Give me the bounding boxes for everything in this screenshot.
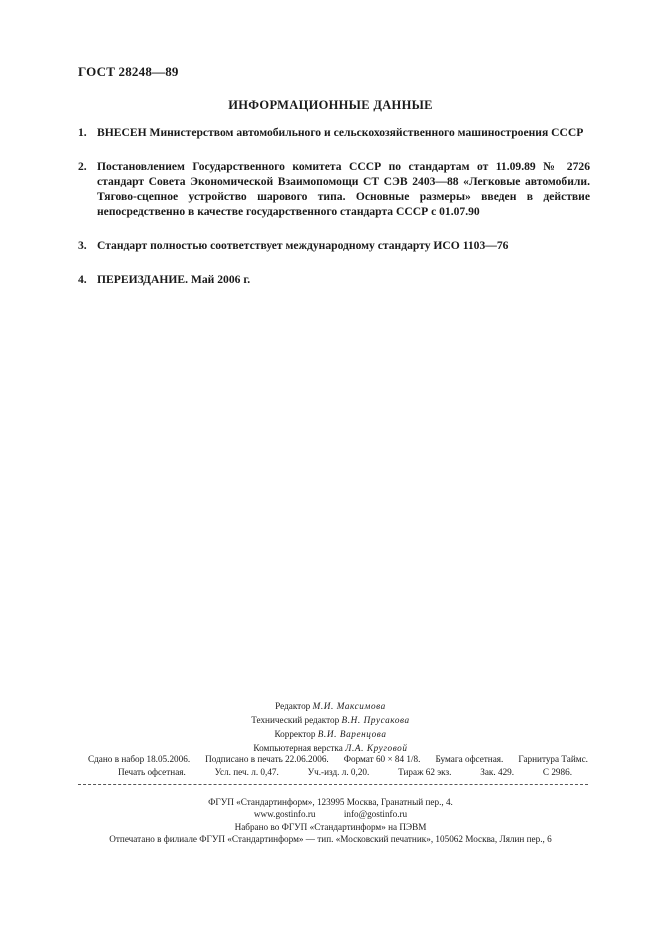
info-item-number: 1.	[78, 126, 87, 139]
info-item-1	[78, 125, 590, 140]
imprint-field: Гарнитура Таймс.	[518, 754, 588, 764]
credit-role: Технический редактор	[251, 715, 340, 725]
credit-role: Редактор	[275, 701, 311, 711]
imprint-field: Сдано в набор 18.05.2006.	[88, 754, 191, 764]
standard-code: ГОСТ 28248—89	[78, 64, 179, 79]
imprint-block	[88, 753, 588, 778]
imprint-field: Формат 60 × 84 1/8.	[343, 754, 421, 764]
publisher-contacts	[0, 808, 661, 820]
info-item-3	[78, 238, 590, 253]
publisher-website: www.gostinfo.ru	[253, 809, 316, 820]
imprint-row-1	[88, 753, 588, 766]
publisher-printed: Отпечатано в филиале ФГУП «Стандартинформ» — тип. «Московский печатник», 105062 Москва, Лялин пер., 6	[109, 833, 552, 844]
info-item-number: 4.	[78, 273, 87, 286]
imprint-field: Бумага офсетная.	[435, 754, 504, 764]
info-item-text: ПЕРЕИЗДАНИЕ. Май 2006 г.	[97, 273, 251, 286]
divider-line	[78, 784, 588, 785]
imprint-field: Печать офсетная.	[118, 766, 186, 777]
credit-person: М.И. Максимова	[312, 701, 386, 711]
credit-line-proofreader	[0, 727, 661, 741]
publisher-typeset: Набрано во ФГУП «Стандартинформ» на ПЭВМ	[234, 821, 427, 832]
section-title: ИНФОРМАЦИОННЫЕ ДАННЫЕ	[228, 98, 433, 112]
publisher-email: info@gostinfo.ru	[343, 809, 408, 820]
credit-role: Корректор	[274, 729, 316, 739]
imprint-field: Тираж 62 экз.	[398, 766, 452, 777]
publisher-block	[0, 796, 661, 845]
credit-line-tech-editor	[0, 713, 661, 727]
info-item-text: Стандарт полностью соответствует международному стандарту ИСО 1103—76	[97, 239, 509, 252]
info-item-text: ВНЕСЕН Министерством автомобильного и сельскохозяйственного машиностроения СССР	[97, 126, 584, 139]
info-list	[78, 125, 590, 306]
credit-line-editor	[0, 699, 661, 713]
info-item-number: 3.	[78, 239, 87, 252]
credit-person: Л.А. Круговой	[345, 743, 408, 753]
imprint-field: Усл. печ. л. 0,47.	[214, 766, 279, 777]
imprint-field: Уч.-изд. л. 0,20.	[307, 766, 370, 777]
credit-person: В.Н. Прусакова	[341, 715, 410, 725]
info-item-number: 2.	[78, 160, 87, 173]
credit-role: Компьютерная верстка	[253, 743, 343, 753]
info-item-2	[78, 159, 590, 219]
info-item-4	[78, 272, 590, 287]
publisher-address: ФГУП «Стандартинформ», 123995 Москва, Гранатный пер., 4.	[208, 797, 453, 807]
imprint-field: Зак. 429.	[480, 766, 515, 777]
credit-person: В.И. Варенцова	[317, 729, 387, 739]
imprint-field: С 2986.	[542, 766, 572, 777]
credits-block	[0, 699, 661, 755]
imprint-field: Подписано в печать 22.06.2006.	[205, 754, 329, 764]
imprint-row-2	[88, 766, 588, 779]
info-item-text: Постановлением Государственного комитета СССР по стандартам от 11.09.89 № 2726 стандарт Совета Экономической Взаимопомощи СТ СЭВ 2403—88 «Легковые автомобили. Тягово-сцепное устройство шарового типа. Основные размеры» введен в действие непосредственно в качестве государственного стандарта СССР с 01.07.90	[97, 160, 590, 218]
